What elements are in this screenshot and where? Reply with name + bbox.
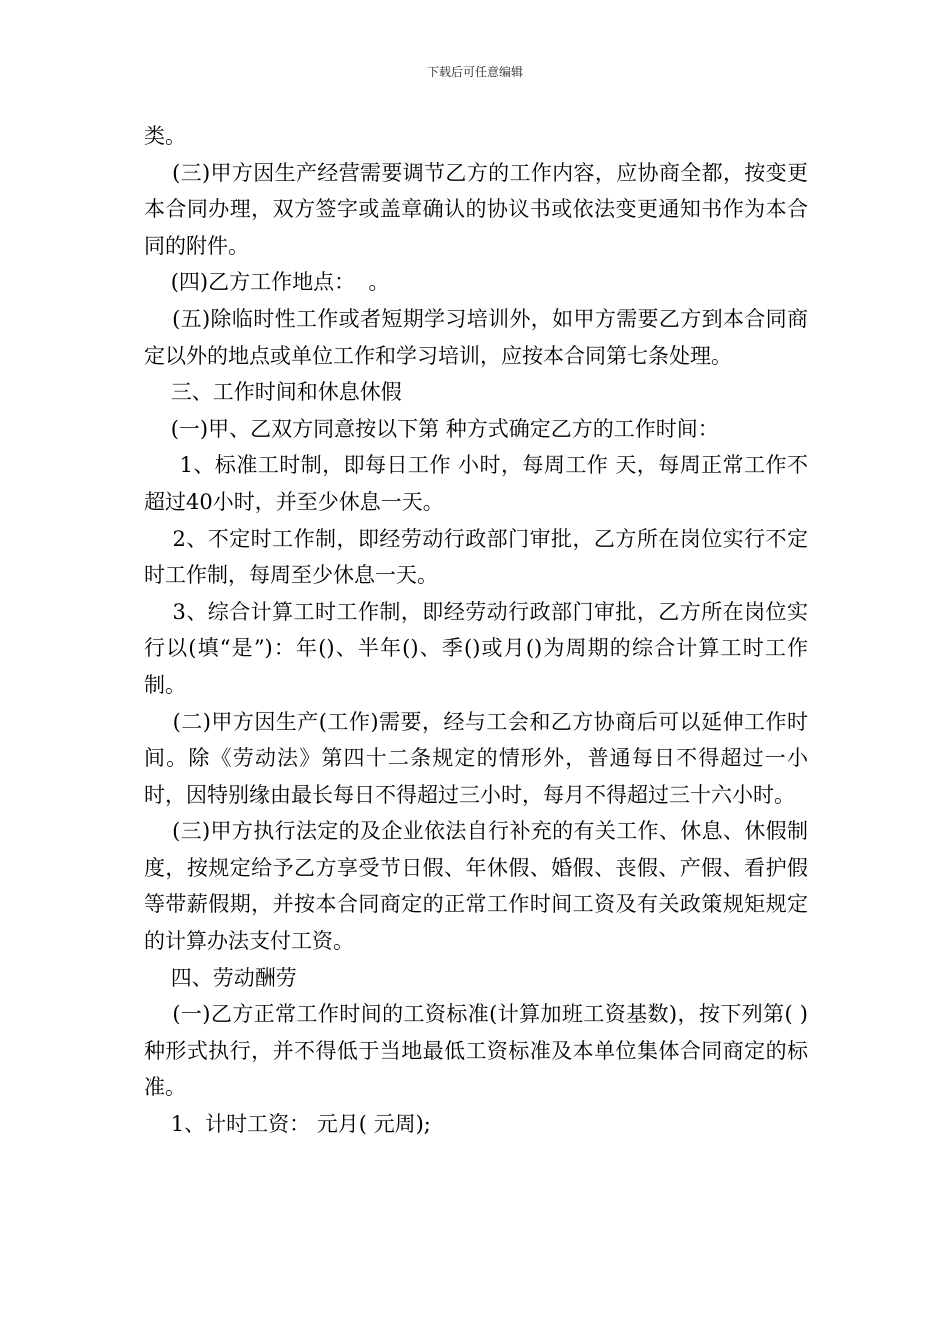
document-body	[144, 118, 808, 1143]
paragraph: (一)甲、乙双方同意按以下第 种方式确定乙方的工作时间：	[144, 416, 719, 441]
paragraph: 1、标准工时制，即每日工作 小时，每周工作 天，每周正常工作不超过40小时，并至少休息一天。	[144, 453, 808, 514]
paragraph: (二)甲方因生产(工作)需要，经与工会和乙方协商后可以延伸工作时间。除《劳动法》第四十二条规定的情形外，普通每日不得超过一小时，因特别缘由最长每日不得超过三小时，每月不得超过三十六小时。	[144, 709, 808, 807]
section-heading: 四、劳动酬劳	[144, 965, 297, 990]
paragraph: (三)甲方执行法定的及企业依法自行补充的有关工作、休息、休假制度，按规定给予乙方享受节日假、年休假、婚假、丧假、产假、看护假等带薪假期，并按本合同商定的正常工作时间工资及有关政策规矩规定的计算办法支付工资。	[144, 819, 808, 954]
paragraph: 3、综合计算工时工作制，即经劳动行政部门审批，乙方所在岗位实行以(填“是”)：年()、半年()、季()或月()为周期的综合计算工时工作制。	[144, 599, 809, 697]
paragraph: (一)乙方正常工作时间的工资标准(计算加班工资基数)，按下列第( )种形式执行，并不得低于当地最低工资标准及本单位集体合同商定的标准。	[144, 1002, 808, 1100]
paragraph: 类。	[144, 124, 186, 148]
paragraph: 2、不定时工作制，即经劳动行政部门审批，乙方所在岗位实行不定时工作制，每周至少休息一天。	[144, 526, 809, 588]
paragraph: (五)除临时性工作或者短期学习培训外，如甲方需要乙方到本合同商定以外的地点或单位工作和学习培训，应按本合同第七条处理。	[144, 306, 808, 368]
paragraph: (四)乙方工作地点： 。	[144, 270, 390, 295]
paragraph: (三)甲方因生产经营需要调节乙方的工作内容，应协商全都，按变更本合同办理，双方签字或盖章确认的协议书或依法变更通知书作为本合同的附件。	[144, 160, 808, 258]
section-heading: 三、工作时间和休息休假	[144, 380, 402, 405]
paragraph: 1、计时工资： 元月( 元周);	[144, 1112, 431, 1137]
page-header: 下载后可任意编辑	[426, 65, 523, 79]
